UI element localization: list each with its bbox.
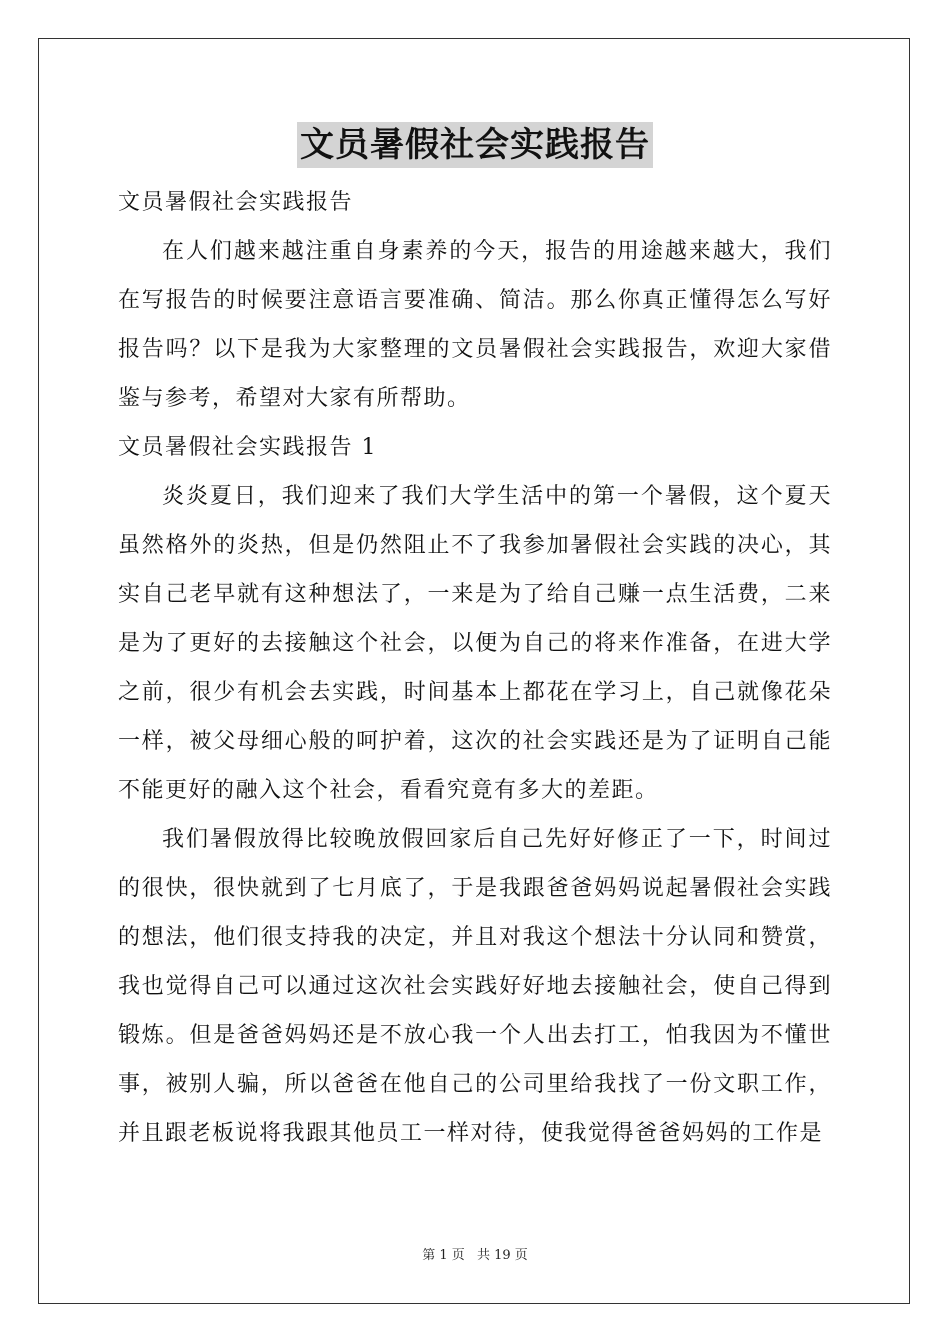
page-number: 第 1 页 xyxy=(422,1248,465,1263)
page-total: 共 19 页 xyxy=(476,1248,528,1263)
document-body xyxy=(118,178,832,1158)
paragraph: 炎炎夏日，我们迎来了我们大学生活中的第一个暑假，这个夏天虽然格外的炎热，但是仍然阻止不了我参加暑假社会实践的决心，其实自己老早就有这种想法了，一来是为了给自己赚一点生活费，二来是为了更好的去接触这个社会，以便为自己的将来作准备，在进大学之前，很少有机会去实践，时间基本上都花在学习上，自己就像花朵一样，被父母细心般的呵护着，这次的社会实践还是为了证明自己能不能更好的融入这个社会，看看究竟有多大的差距。 xyxy=(118,484,832,803)
title-container xyxy=(0,122,950,168)
paragraph: 我们暑假放得比较晚放假回家后自己先好好修正了一下，时间过的很快，很快就到了七月底了，于是我跟爸爸妈妈说起暑假社会实践的想法，他们很支持我的决定，并且对我这个想法十分认同和赞赏，我也觉得自己可以通过这次社会实践好好地去接触社会，使自己得到锻炼。但是爸爸妈妈还是不放心我一个人出去打工，怕我因为不懂世事，被别人骗，所以爸爸在他自己的公司里给我找了一份文职工作，并且跟老板说将我跟其他员工一样对待，使我觉得爸爸妈妈的工作是 xyxy=(118,827,832,1146)
document-title: 文员暑假社会实践报告 xyxy=(297,122,653,168)
page-footer xyxy=(0,1244,950,1263)
paragraph: 在人们越来越注重自身素养的今天，报告的用途越来越大，我们在写报告的时候要注意语言要准确、简洁。那么你真正懂得怎么写好报告吗？以下是我为大家整理的文员暑假社会实践报告，欢迎大家借鉴与参考，希望对大家有所帮助。 xyxy=(118,239,832,411)
paragraph: 文员暑假社会实践报告 xyxy=(118,190,354,215)
paragraph: 文员暑假社会实践报告 1 xyxy=(118,435,377,460)
